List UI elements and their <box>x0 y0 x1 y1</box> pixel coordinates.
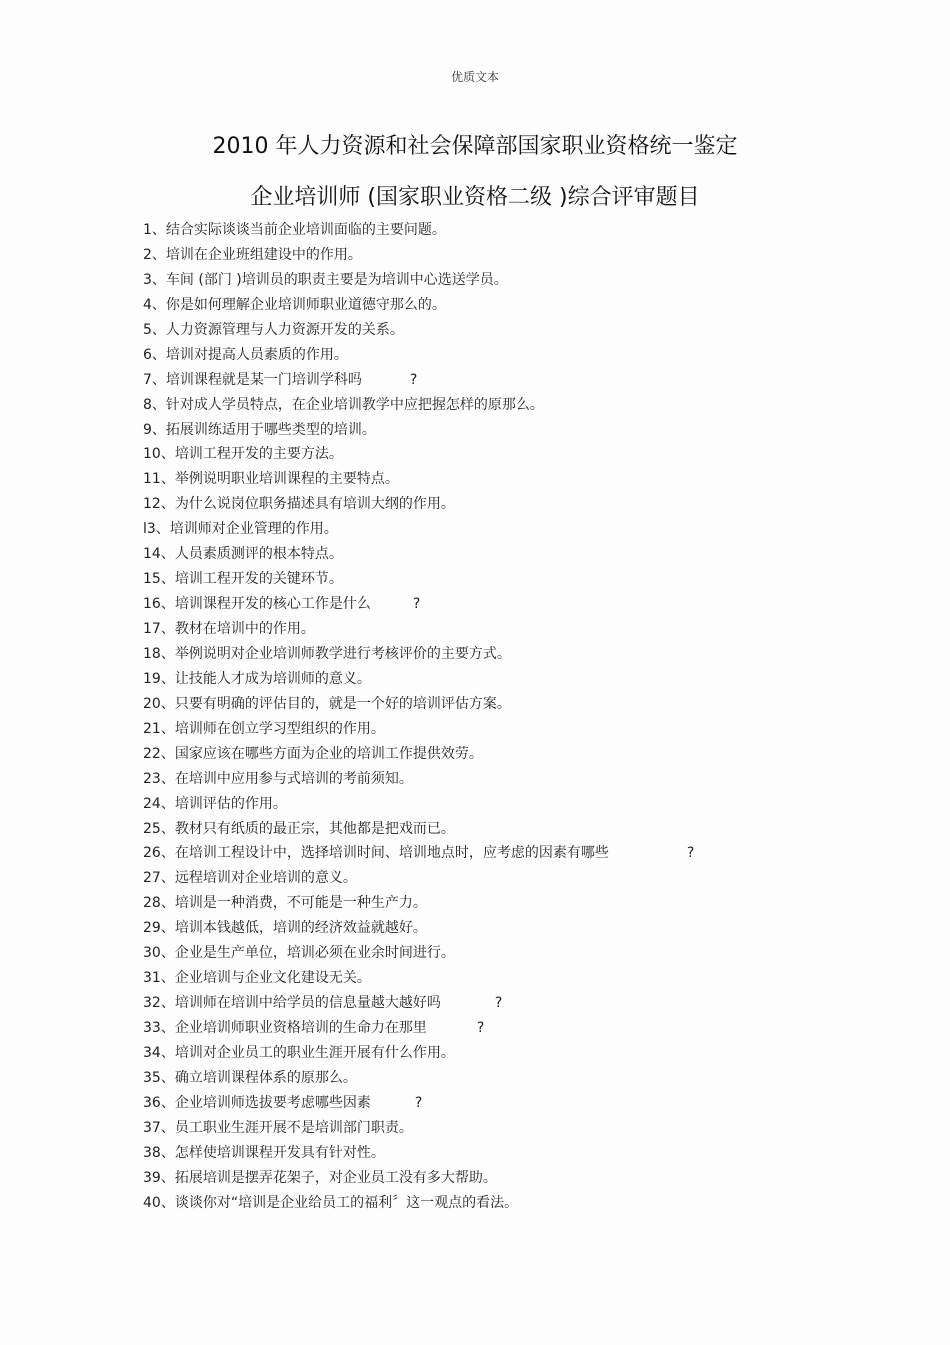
question-text: 35、确立培训课程体系的原那么。 <box>143 1069 357 1086</box>
question-item <box>143 420 694 445</box>
question-item <box>143 1143 694 1168</box>
question-item <box>143 619 694 644</box>
question-text: 25、教材只有纸质的最正宗，其他都是把戏而已。 <box>143 820 455 837</box>
question-item <box>143 868 694 893</box>
question-item <box>143 544 694 569</box>
question-text: 2、培训在企业班组建设中的作用。 <box>143 246 362 263</box>
question-item <box>143 245 694 270</box>
question-item <box>143 744 694 769</box>
question-text: 19、让技能人才成为培训师的意义。 <box>143 670 371 687</box>
question-item <box>143 1168 694 1193</box>
question-item <box>143 594 694 619</box>
question-item <box>143 569 694 594</box>
question-item <box>143 444 694 469</box>
question-item <box>143 769 694 794</box>
question-text: 1、结合实际谈谈当前企业培训面临的主要问题。 <box>143 222 446 238</box>
question-item <box>143 843 694 868</box>
question-text: 28、培训是一种消费，不可能是一种生产力。 <box>143 895 427 912</box>
page-header: 优质文本 <box>450 70 499 84</box>
question-text: 6、培训对提高人员素质的作用。 <box>143 346 348 363</box>
question-text: 37、员工职业生涯开展不是培训部门职责。 <box>143 1119 413 1136</box>
question-item <box>143 893 694 918</box>
question-text: 21、培训师在创立学习型组织的作用。 <box>143 720 385 737</box>
question-mark: ? <box>476 1020 485 1036</box>
question-item <box>143 1068 694 1093</box>
question-item <box>143 968 694 993</box>
question-text: 3、车间 (部门 )培训员的职责主要是为培训中心选送学员。 <box>143 271 508 288</box>
question-item <box>143 1093 694 1118</box>
question-text: 15、培训工程开发的关键环节。 <box>143 571 343 588</box>
question-text: 29、培训本钱越低，培训的经济效益就越好。 <box>143 920 427 937</box>
question-text: 4、你是如何理解企业培训师职业道德守那么的。 <box>143 296 446 313</box>
question-mark: ? <box>494 995 503 1012</box>
question-item <box>143 295 694 320</box>
question-item <box>143 494 694 519</box>
question-text: 10、培训工程开发的主要方法。 <box>143 446 343 463</box>
question-text: 5、人力资源管理与人力资源开发的关系。 <box>143 321 404 338</box>
question-mark: ? <box>409 371 418 388</box>
question-item <box>143 345 694 370</box>
question-text: 31、企业培训与企业文化建设无关。 <box>143 970 371 987</box>
question-item <box>143 669 694 694</box>
question-text: 30、企业是生产单位，培训必须在业余时间进行。 <box>143 945 455 962</box>
question-text: 9、拓展训练适用于哪些类型的培训。 <box>143 421 376 438</box>
question-text: 27、远程培训对企业培训的意义。 <box>143 870 357 887</box>
question-text: 11、举例说明职业培训课程的主要特点。 <box>143 471 399 488</box>
document-title: 2010 年人力资源和社会保障部国家职业资格统一鉴定 <box>212 134 738 159</box>
question-text: 14、人员素质测评的根本特点。 <box>143 546 343 563</box>
question-mark: ? <box>686 845 695 862</box>
question-text: 17、教材在培训中的作用。 <box>143 621 315 637</box>
question-text: 36、企业培训师选拔要考虑哪些因素 <box>143 1094 371 1111</box>
question-mark: ? <box>412 596 421 613</box>
question-text: 33、企业培训师职业资格培训的生命力在那里 <box>143 1020 427 1036</box>
question-text: 40、谈谈你对“培训是企业给员工的福利〞这一观点的看法。 <box>143 1194 519 1211</box>
document-subtitle: 企业培训师 (国家职业资格二级 )综合评审题目 <box>250 185 700 210</box>
question-item <box>143 220 694 245</box>
question-item <box>143 519 694 544</box>
question-item <box>143 794 694 819</box>
question-text: 8、针对成人学员特点，在企业培训教学中应把握怎样的原那么。 <box>143 396 544 413</box>
question-item <box>143 694 694 719</box>
question-item <box>143 719 694 744</box>
question-text: 26、在培训工程设计中，选择培训时间、培训地点时，应考虑的因素有哪些 <box>143 845 609 862</box>
question-item <box>143 469 694 494</box>
question-item <box>143 1193 694 1218</box>
question-item <box>143 395 694 420</box>
question-text: 23、在培训中应用参与式培训的考前须知。 <box>143 770 413 787</box>
question-item <box>143 993 694 1018</box>
question-item <box>143 943 694 968</box>
question-item <box>143 1018 694 1043</box>
question-text: 16、培训课程开发的核心工作是什么 <box>143 596 371 613</box>
question-item <box>143 644 694 669</box>
question-text: 20、只要有明确的评估目的，就是一个好的培训评估方案。 <box>143 695 511 712</box>
question-text: 12、为什么说岗位职务描述具有培训大纲的作用。 <box>143 496 455 513</box>
question-text: 39、拓展培训是摆弄花架子，对企业员工没有多大帮助。 <box>143 1169 497 1186</box>
question-item <box>143 1118 694 1143</box>
question-text: 18、举例说明对企业培训师教学进行考核评价的主要方式。 <box>143 645 511 662</box>
question-item <box>143 918 694 943</box>
question-text: 32、培训师在培训中给学员的信息量越大越好吗 <box>143 995 441 1012</box>
question-list <box>143 220 694 1218</box>
question-text: 34、培训对企业员工的职业生涯开展有什么作用。 <box>143 1044 455 1061</box>
question-item <box>143 819 694 844</box>
question-item <box>143 370 694 395</box>
question-text: 7、培训课程就是某一门培训学科吗 <box>143 371 362 388</box>
question-text: l3、培训师对企业管理的作用。 <box>143 521 338 538</box>
question-mark: ? <box>414 1094 423 1111</box>
question-text: 38、怎样使培训课程开发具有针对性。 <box>143 1144 385 1161</box>
question-text: 22、国家应该在哪些方面为企业的培训工作提供效劳。 <box>143 745 483 762</box>
question-item <box>143 320 694 345</box>
question-item <box>143 270 694 295</box>
question-item <box>143 1043 694 1068</box>
question-text: 24、培训评估的作用。 <box>143 795 287 812</box>
